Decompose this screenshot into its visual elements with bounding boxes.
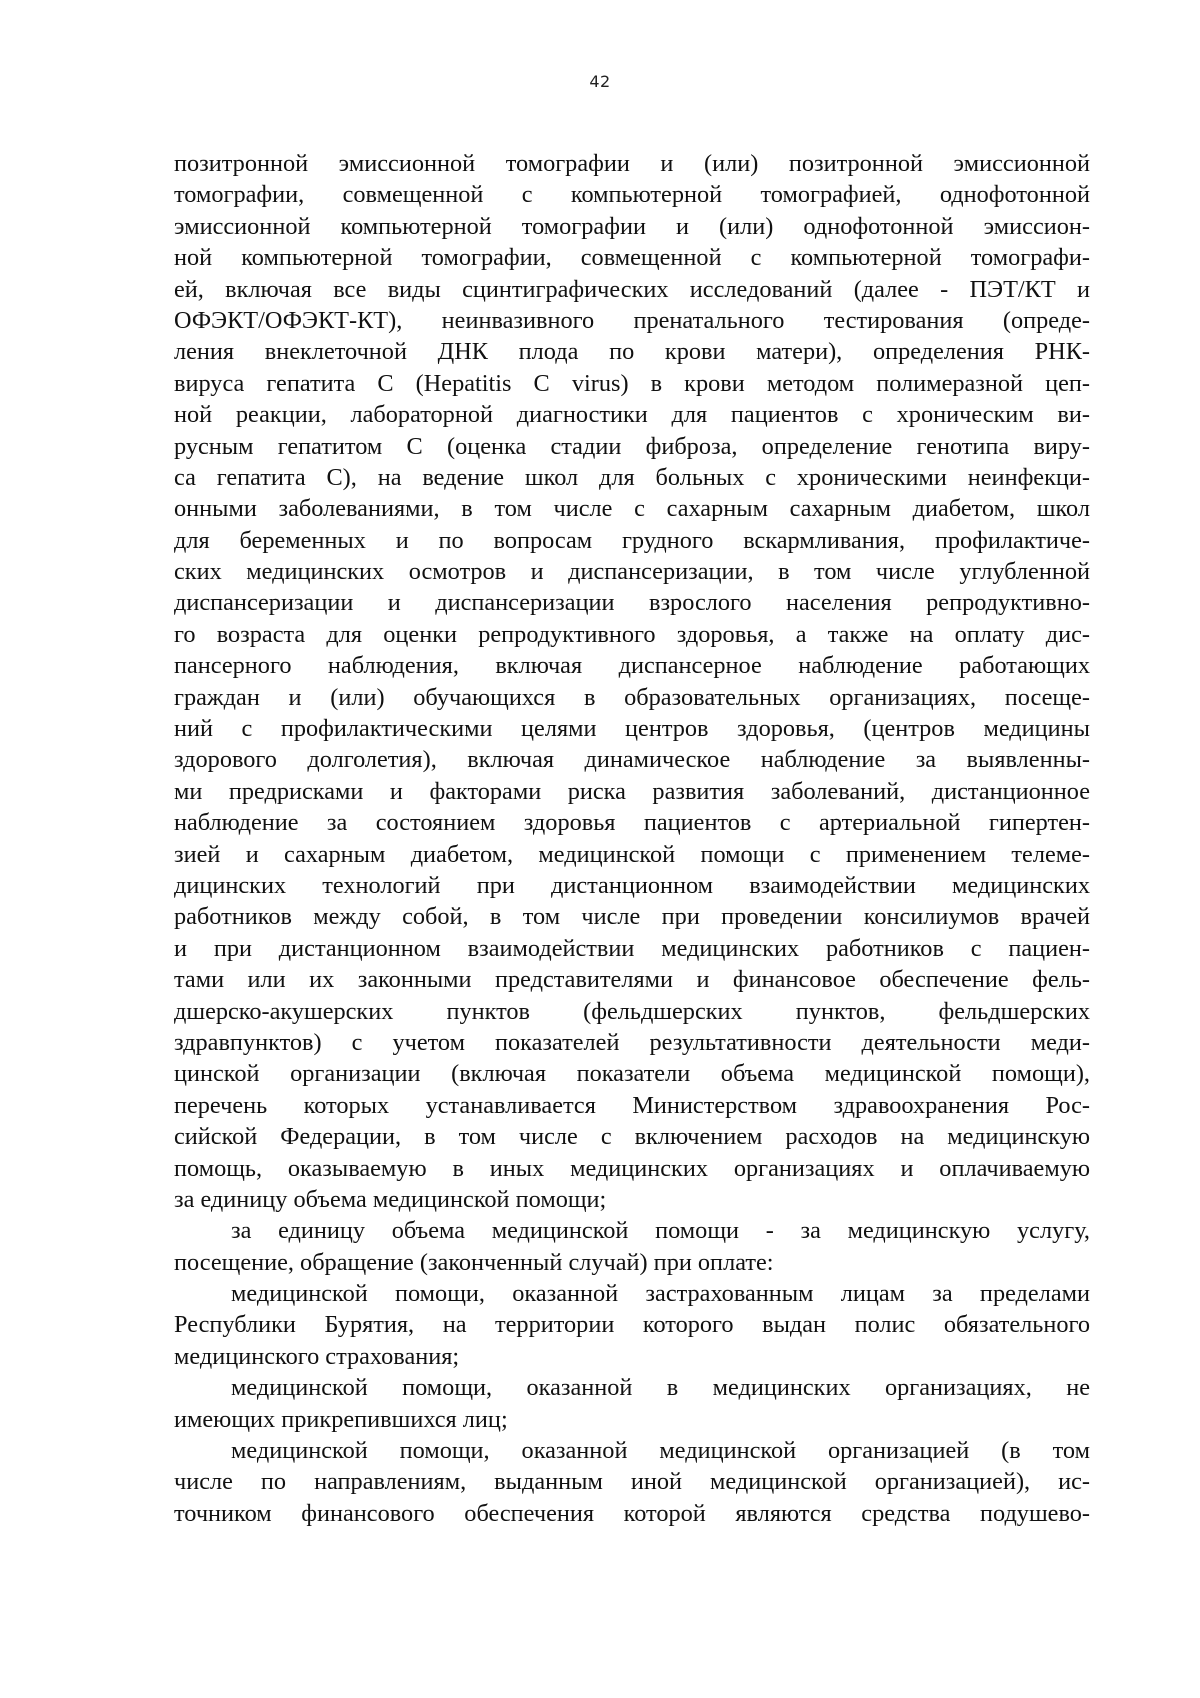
page-number: 42 — [589, 72, 611, 91]
text-line: позитронной эмиссионной томографии и (или) позитронной эмиссионной — [174, 150, 1090, 177]
text-line: за единицу объема медицинской помощи - за медицинскую услугу, — [231, 1217, 1090, 1245]
text-line: цинской организации (включая показатели объема медицинской помощи), — [174, 1060, 1090, 1088]
text-line: медицинского страхования; — [174, 1342, 460, 1370]
text-line: онными заболеваниями, в том числе с сахарным сахарным диабетом, школ — [174, 495, 1090, 523]
text-line: за единицу объема медицинской помощи; — [174, 1185, 607, 1213]
text-line: для беременных и по вопросам грудного вскармливания, профилактиче- — [174, 526, 1090, 554]
text-line: ских медицинских осмотров и диспансеризации, в том числе углубленной — [174, 558, 1090, 586]
text-line: дицинских технологий при дистанционном взаимодействии медицинских — [174, 871, 1090, 899]
text-line: тами или их законными представителями и финансовое обеспечение фель- — [174, 966, 1090, 994]
text-line: дшерско-акушерских пунктов (фельдшерских пунктов, фельдшерских — [174, 997, 1090, 1025]
text-line: и при дистанционном взаимодействии медицинских работников с пациен- — [174, 934, 1090, 962]
text-line: посещение, обращение (законченный случай) при оплате: — [174, 1248, 774, 1276]
text-line: числе по направлениям, выданным иной медицинской организацией), ис- — [174, 1468, 1090, 1496]
text-line: зией и сахарным диабетом, медицинской помощи с применением телеме- — [174, 840, 1090, 868]
text-line: го возраста для оценки репродуктивного здоровья, а также на оплату дис- — [174, 620, 1090, 648]
body-text — [174, 148, 1090, 1529]
text-line: перечень которых устанавливается Министерством здравоохранения Рос- — [174, 1091, 1090, 1119]
text-line: ми предрисками и факторами риска развития заболеваний, дистанционное — [174, 777, 1090, 805]
text-line: ей, включая все виды сцинтиграфических исследований (далее - ПЭТ/КТ и — [174, 275, 1090, 303]
text-line: сийской Федерации, в том числе с включением расходов на медицинскую — [174, 1123, 1090, 1151]
text-line: эмиссионной компьютерной томографии и (или) однофотонной эмиссион- — [174, 212, 1090, 240]
text-line: имеющих прикрепившихся лиц; — [174, 1405, 508, 1433]
text-line: точником финансового обеспечения которой являются средства подушево- — [174, 1499, 1090, 1527]
text-line: са гепатита С), на ведение школ для больных с хроническими неинфекци- — [174, 463, 1090, 491]
text-line: медицинской помощи, оказанной медицинской организацией (в том — [231, 1437, 1090, 1465]
text-line: томографии, совмещенной с компьютерной томографией, однофотонной — [174, 181, 1090, 209]
text-line: здорового долголетия), включая динамическое наблюдение за выявленны- — [174, 746, 1090, 774]
text-line: вируса гепатита С (Hepatitis C virus) в крови методом полимеразной цеп- — [174, 369, 1090, 397]
text-line: ления внеклеточной ДНК плода по крови матери), определения РНК- — [174, 338, 1090, 366]
text-line: граждан и (или) обучающихся в образовательных организациях, посеще- — [174, 683, 1090, 711]
text-line: ной реакции, лабораторной диагностики для пациентов с хроническим ви- — [174, 401, 1090, 429]
text-line: Республики Бурятия, на территории которого выдан полис обязательного — [174, 1311, 1090, 1339]
text-line: ний с профилактическими целями центров здоровья, (центров медицины — [174, 715, 1090, 743]
text-line: ОФЭКТ/ОФЭКТ-КТ), неинвазивного пренатального тестирования (опреде- — [174, 306, 1090, 334]
text-line: медицинской помощи, оказанной застрахованным лицам за пределами — [231, 1280, 1090, 1308]
text-line: здравпунктов) с учетом показателей результативности деятельности меди- — [174, 1028, 1090, 1056]
text-line: наблюдение за состоянием здоровья пациентов с артериальной гипертен- — [174, 809, 1090, 837]
text-line: русным гепатитом С (оценка стадии фиброза, определение генотипа виру- — [174, 432, 1090, 460]
text-line: работников между собой, в том числе при проведении консилиумов врачей — [174, 903, 1090, 931]
text-line: медицинской помощи, оказанной в медицинских организациях, не — [231, 1374, 1090, 1402]
text-line: ной компьютерной томографии, совмещенной с компьютерной томографи- — [174, 244, 1090, 272]
text-line: пансерного наблюдения, включая диспансерное наблюдение работающих — [174, 652, 1090, 680]
text-line: диспансеризации и диспансеризации взрослого населения репродуктивно- — [174, 589, 1090, 617]
text-line: помощь, оказываемую в иных медицинских организациях и оплачиваемую — [174, 1154, 1090, 1182]
